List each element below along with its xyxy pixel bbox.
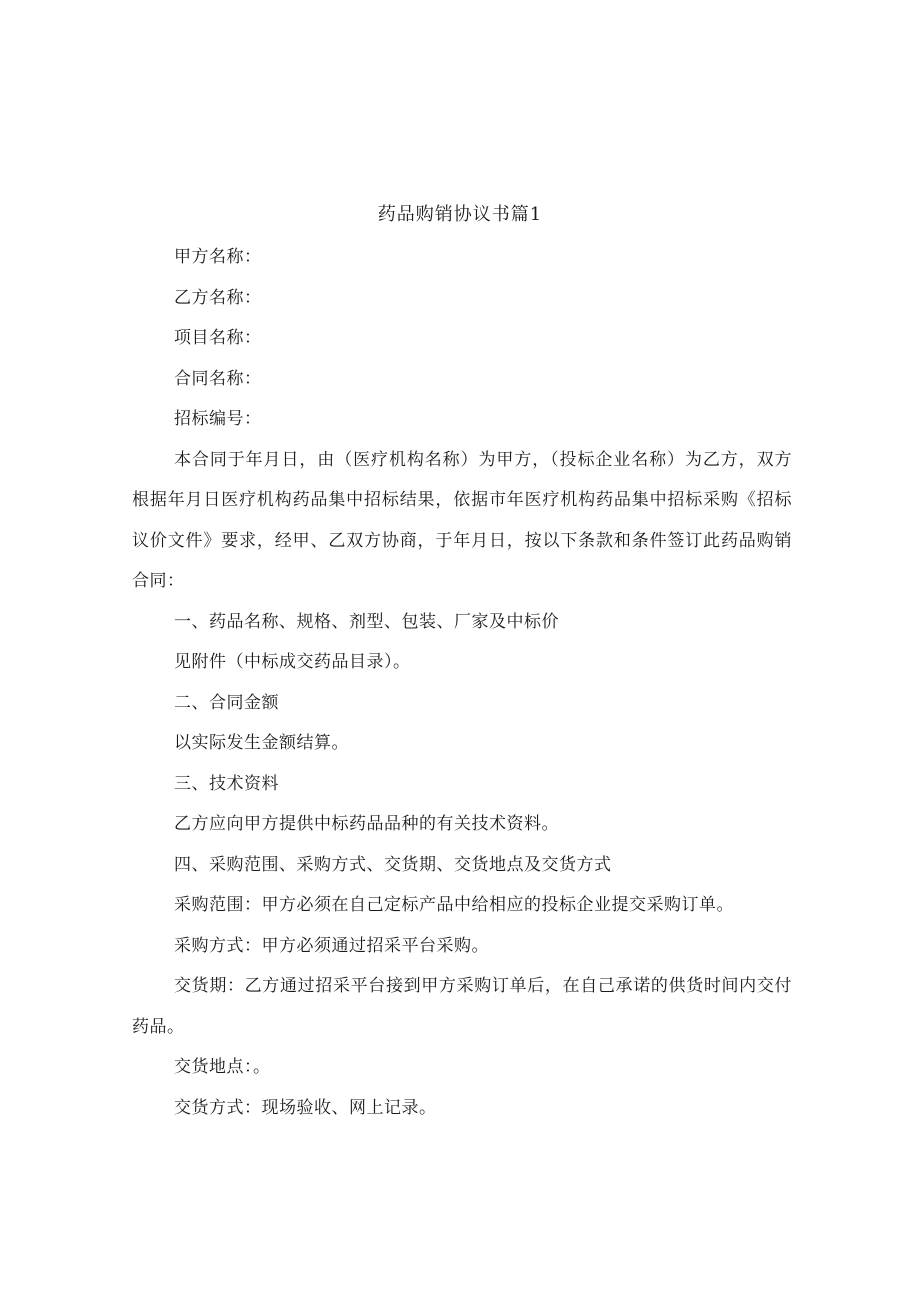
- procurement-method-paragraph: 采购方式：甲方必须通过招采平台采购。: [174, 935, 489, 956]
- procurement-scope-paragraph: 采购范围：甲方必须在自己定标产品中给相应的投标企业提交采购订单。: [174, 895, 734, 915]
- project-name-line: 项目名称：: [174, 328, 262, 348]
- party-b-name-line: 乙方名称：: [174, 287, 262, 308]
- section-3-content: 乙方应向甲方提供中标药品品种的有关技术资料。: [174, 814, 559, 834]
- section-1-heading: 一、药品名称、规格、剂型、包装、厂家及中标价: [174, 611, 559, 632]
- contract-intro-paragraph: 本合同于年月日，由（医疗机构名称）为甲方，（投标企业名称）为乙方，双方根据年月日医疗机构药品集中招标结果，依据市年医疗机构药品集中招标采购《招标议价文件》要求，经甲、乙双方协商，于年月日，按以下条款和条件签订此药品购销合同：: [132, 449, 792, 591]
- section-3-heading: 三、技术资料: [174, 773, 279, 794]
- tender-number-line: 招标编号：: [174, 409, 262, 429]
- party-a-name-line: 甲方名称：: [174, 247, 262, 267]
- document-title: 药品购销协议书篇1: [377, 204, 543, 225]
- section-4-heading: 四、采购范围、采购方式、交货期、交货地点及交货方式: [174, 854, 612, 875]
- delivery-method-paragraph: 交货方式：现场验收、网上记录。: [174, 1097, 437, 1118]
- section-2-heading: 二、合同金额: [174, 692, 279, 713]
- section-1-content: 见附件（中标成交药品目录）。: [174, 652, 411, 672]
- contract-name-line: 合同名称：: [174, 368, 262, 389]
- document-body: [132, 237, 792, 1128]
- delivery-location-paragraph: 交货地点：。: [174, 1057, 271, 1077]
- delivery-period-paragraph: 交货期：乙方通过招采平台接到甲方采购订单后，在自己承诺的供货时间内交付药品。: [132, 976, 792, 1037]
- section-2-content: 以实际发生金额结算。: [174, 733, 349, 753]
